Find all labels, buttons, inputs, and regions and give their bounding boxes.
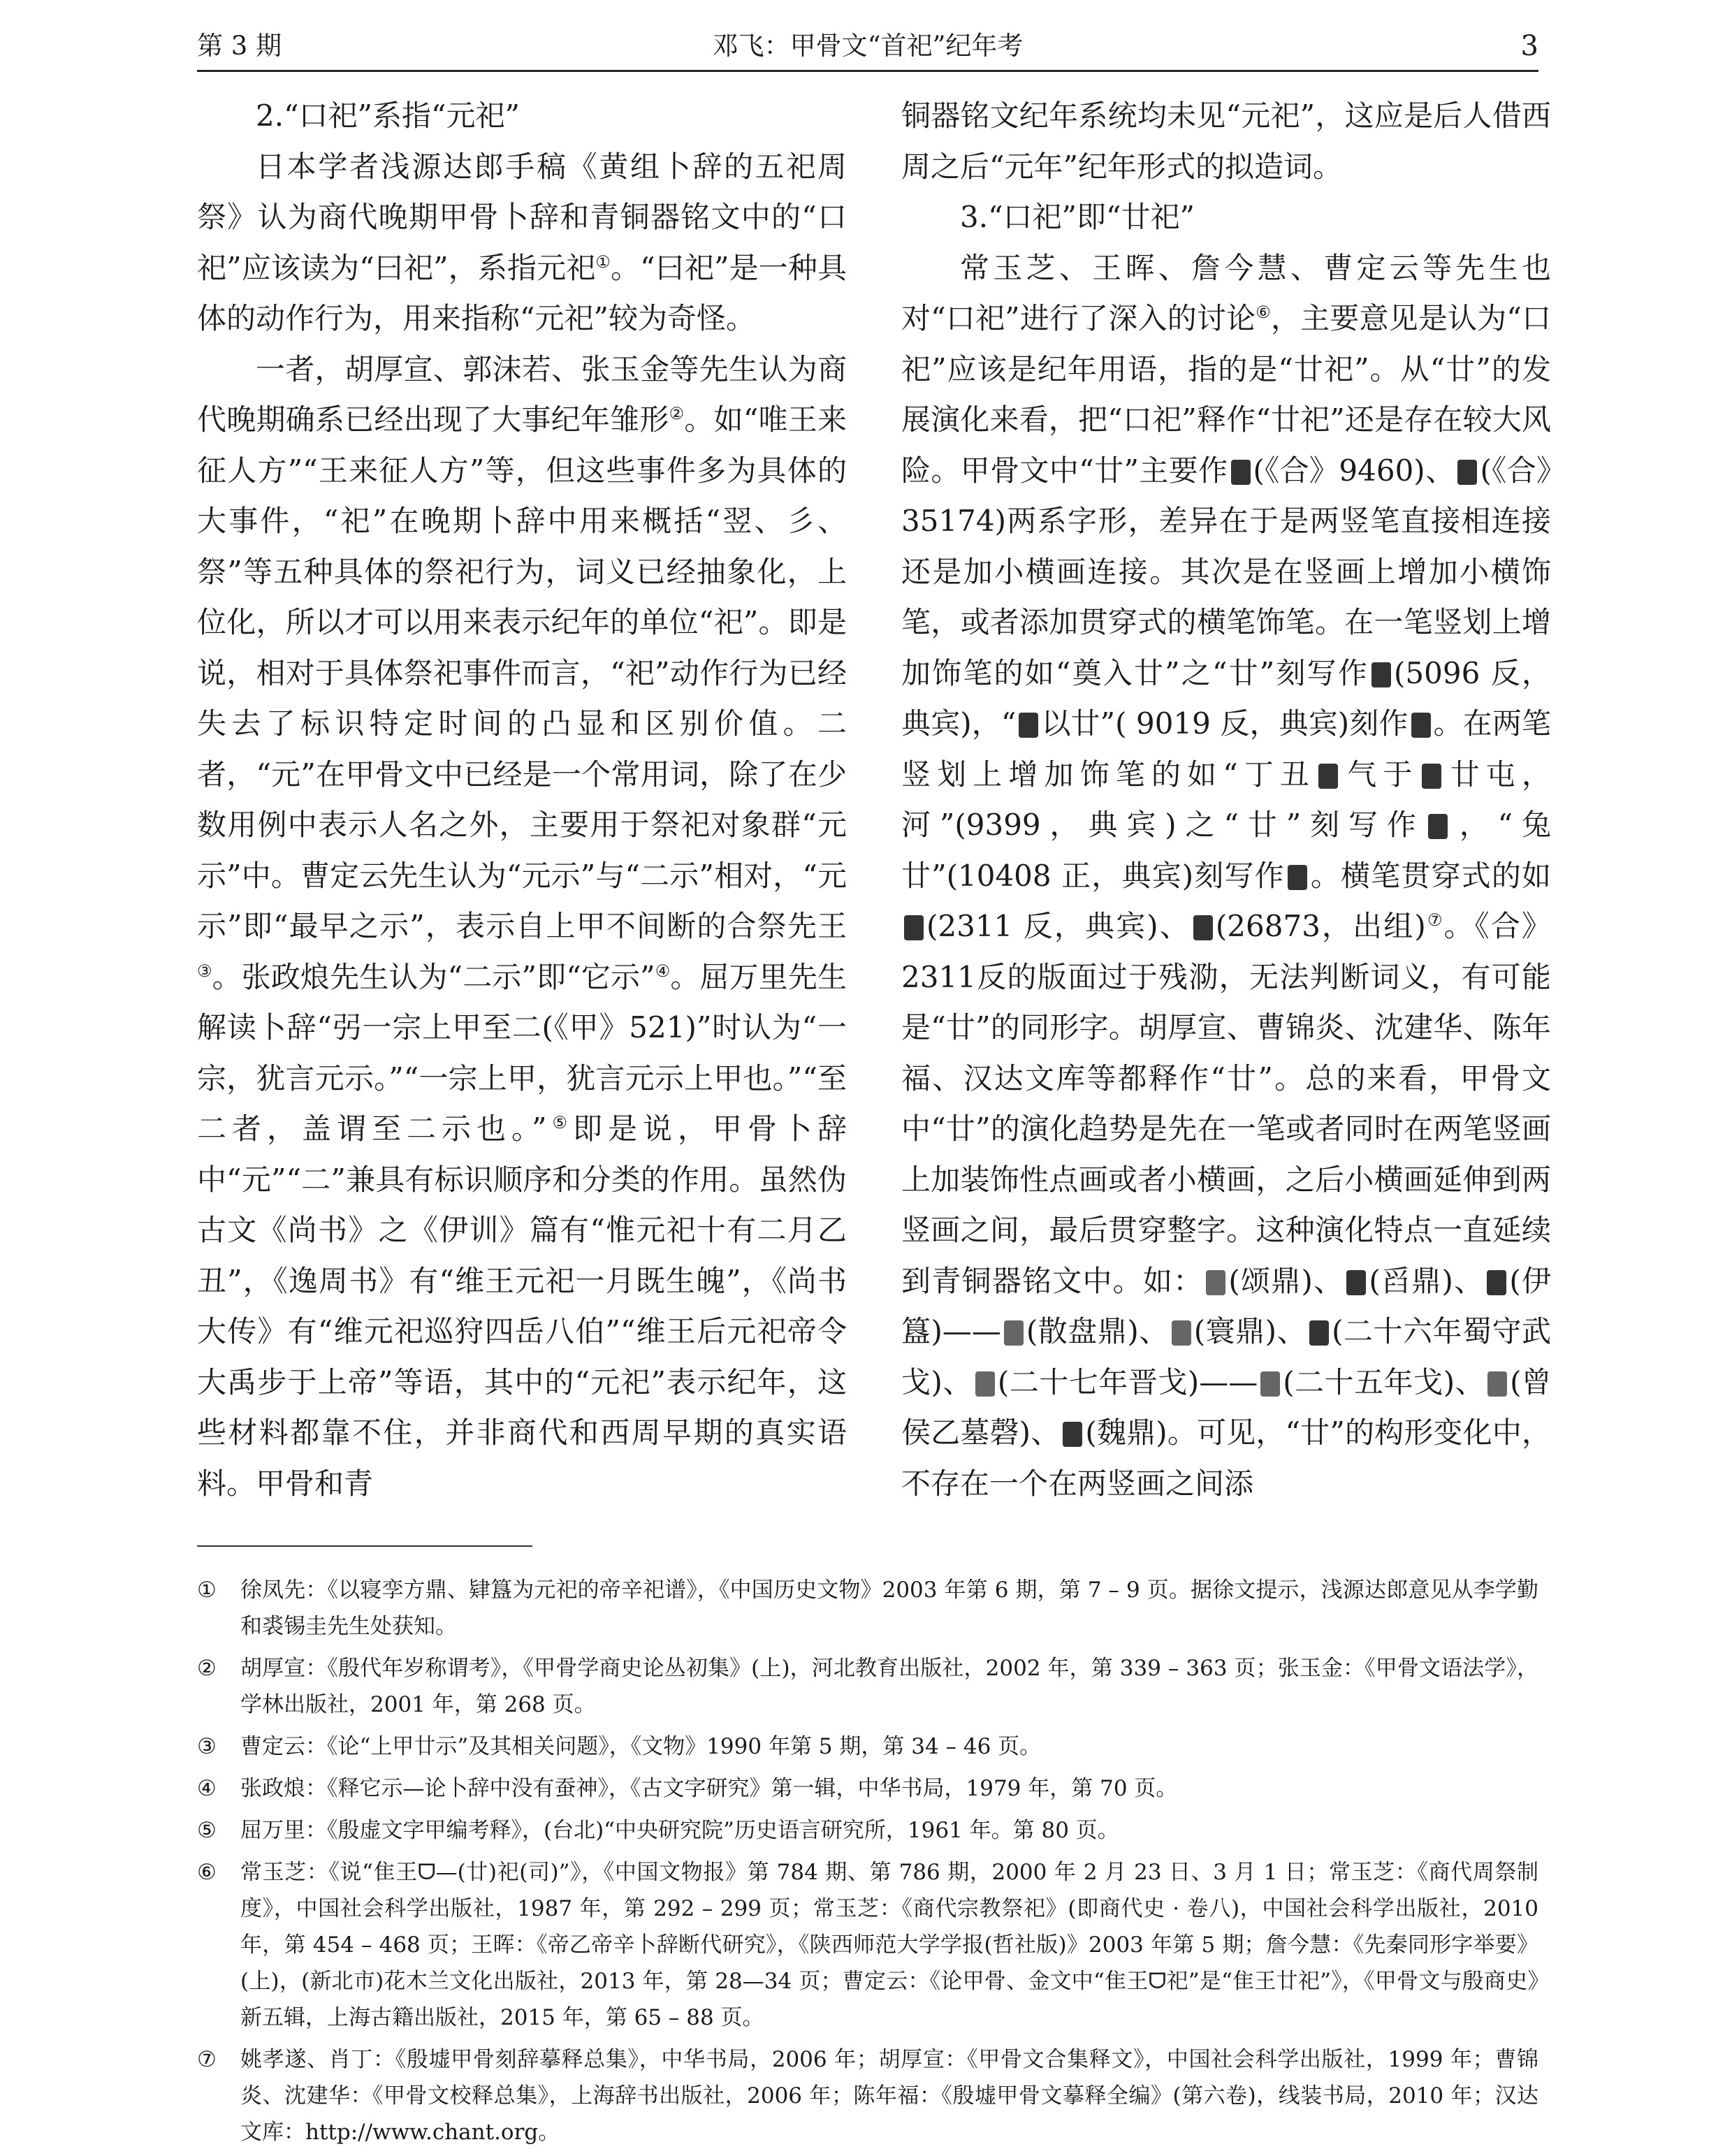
running-header xyxy=(197,28,1538,72)
footnote-ref[interactable]: ⑦ xyxy=(1425,910,1444,930)
text-run: ，主要意见是认为“口祀”应该是纪年用语，指的是“廿祀”。从“廿”的发展演化来看，把“口祀”释作“廿祀”还是存在较大风险。甲骨文中“廿”主要作 xyxy=(901,301,1551,488)
bronze-glyph-icon xyxy=(1346,1270,1366,1295)
text-run: 。如“唯王来征人方”“王来征人方”等，但这些事件多为具体的大事件，“祀”在晚期卜辞中用来概括“翌、彡、祭”等五种具体的祭祀行为，词义已经抽象化，上位化，所以才可以用来表示纪年的单位“祀”。即是说，相对于具体祭祀事件而言，“祀”动作行为已经失去了标识特定时间的凸显和区别价值。二者，“元”在甲骨文中已经是一个常用词，除了在少数用例中表示人名之外，主要用于祭祀对象群“元示”中。曹定云先生认为“元示”与“二示”相对，“元示”即“最早之示”，表示自上甲不间断的合祭先王 xyxy=(197,402,847,943)
oracle-glyph-icon xyxy=(1422,764,1441,789)
oracle-glyph-icon xyxy=(1288,865,1307,890)
text-run: 气于 xyxy=(1341,757,1419,792)
footnote-text: 胡厚宣：《殷代年岁称谓考》，《甲骨学商史论丛初集》(上)，河北教育出版社，2002 年，第 339 – 363 页；张玉金：《甲骨文语法学》，学林出版社，2001 年，第 268 页。 xyxy=(240,1656,1538,1717)
footnote-ref[interactable]: ⑥ xyxy=(1256,303,1271,322)
footnote-divider xyxy=(197,1545,532,1547)
bronze-glyph-icon xyxy=(1309,1320,1329,1346)
text-run: 一者，胡厚宣、郭沫若、张玉金等先生认为商代晚期确系已经出现了大事纪年雏形 xyxy=(197,351,847,437)
footnote-mark: ⑦ xyxy=(197,2047,217,2072)
text-run: (魏鼎)。可见，“廿”的构形变化中，不存在一个在两竖画之间添 xyxy=(901,1415,1551,1501)
bronze-glyph-icon xyxy=(1172,1320,1191,1346)
text-run: (伊簋)—— xyxy=(901,1263,1552,1348)
oracle-glyph-icon xyxy=(1371,662,1391,687)
footnote-item xyxy=(197,2041,1538,2150)
text-run: (《合》9460)、 xyxy=(1253,453,1455,488)
bronze-glyph-icon xyxy=(1206,1270,1225,1295)
text-run: 。张政烺先生认为“二示”即“它示” xyxy=(212,959,655,994)
footnote-item xyxy=(197,1650,1538,1723)
footnote-ref[interactable]: ⑤ xyxy=(546,1113,573,1132)
oracle-glyph-icon xyxy=(1318,764,1338,789)
bronze-glyph-icon xyxy=(1260,1371,1280,1397)
text-run: 以廿”( 9019 反，典宾)刻作 xyxy=(1041,706,1409,741)
footnote-mark: ② xyxy=(197,1656,217,1681)
right-column xyxy=(901,91,1551,1509)
text-run: (二十五年戈)、 xyxy=(1283,1364,1485,1399)
text-run: (寰鼎)、 xyxy=(1193,1314,1307,1348)
bronze-glyph-icon xyxy=(1063,1422,1082,1447)
issue-label: 第 3 期 xyxy=(197,31,282,61)
oracle-glyph-icon xyxy=(1411,713,1431,738)
footnote-text: 屈万里：《殷虚文字甲编考释》，(台北)“中央研究院”历史语言研究所，1961 年。第 80 页。 xyxy=(240,1818,1119,1843)
paragraph xyxy=(901,243,1551,1510)
oracle-glyph-icon xyxy=(1457,460,1477,485)
footnote-mark: ① xyxy=(197,1578,217,1603)
footnote-text: 曹定云：《论“上甲廿示”及其相关问题》，《文物》1990 年第 5 期，第 34 – 46 页。 xyxy=(240,1734,1042,1759)
footnote-mark: ⑤ xyxy=(197,1818,217,1843)
footnote-item xyxy=(197,1770,1538,1807)
paragraph: 铜器铭文纪年系统均未见“元祀”，这应是后人借西周之后“元年”纪年形式的拟造词。 xyxy=(901,99,1551,184)
text-run: (散盘鼎)、 xyxy=(1026,1314,1169,1348)
bronze-glyph-icon xyxy=(1487,1270,1506,1295)
text-run: (颂鼎)、 xyxy=(1228,1263,1344,1298)
bronze-glyph-icon xyxy=(975,1371,995,1397)
bronze-glyph-icon xyxy=(1004,1320,1024,1346)
footnotes xyxy=(197,1572,1538,2156)
oracle-glyph-icon xyxy=(1019,713,1038,738)
footnote-item xyxy=(197,1728,1538,1765)
footnote-text: 徐凤先：《以寝孪方鼎、肄簋为元祀的帝辛祀谱》，《中国历史文物》2003 年第 6 期，第 7 – 9 页。据徐文提示，浅源达郎意见从李学勤和裘锡圭先生处获知。 xyxy=(240,1578,1538,1639)
footnote-ref[interactable]: ① xyxy=(595,252,611,272)
footnote-item xyxy=(197,1812,1538,1849)
text-run: (二十七年晋戈)—— xyxy=(997,1364,1258,1399)
bronze-glyph-icon xyxy=(1487,1371,1507,1397)
text-run: ，“兔廿”(10408 正，典宾)刻写作 xyxy=(901,808,1551,893)
section-heading: 2.“口祀”系指“元祀” xyxy=(256,99,520,133)
footnote-mark: ③ xyxy=(197,1734,217,1759)
text-run: (2311 反，典宾)、 xyxy=(926,909,1191,943)
text-run: 常玉芝、王晖、詹今慧、曹定云等先生也对“口祀”进行了深入的讨论 xyxy=(901,250,1551,335)
footnote-text: 常玉芝：《说“隹王ᗜ—(廿)祀(司)”》，《中国文物报》第 784 期、第 786 期，2000 年 2 月 23 日、3 月 1 日；常玉芝：《商代周祭制度》，中国社会科学出版社，1987 年，第 292 – 299 页；常玉芝：《商代宗教祭祀》(即商代史 · 卷八)，中国社会科学出版社，2010 年，第 454 – 468 页；王晖：《帝乙帝辛卜辞断代研究》，《陕西师范大学学报(哲社版)》2003 年第 5 期；詹今慧：《先秦同形字举要》(上)，(新北市)花木兰文化出版社，2013 年，第 28—34 页；曹定云：《论甲骨、金文中“隹王ᗜ祀”是“隹王廿祀”》，《甲骨文与殷商史》新五辑，上海古籍出版社，2015 年，第 65 – 88 页。 xyxy=(240,1860,1538,2030)
text-run: 廿屯，河”(9399，典宾)之“廿”刻写作 xyxy=(901,757,1551,842)
page-number: 3 xyxy=(1520,30,1538,62)
text-run: (26873，出组) xyxy=(1215,909,1426,943)
oracle-glyph-icon xyxy=(904,915,924,940)
paragraph xyxy=(197,142,847,344)
text-run: (二十六年蜀守武戈)、 xyxy=(901,1314,1552,1399)
footnote-ref[interactable]: ② xyxy=(669,404,685,423)
text-run: 。屈万里先生解读卜辞“弜一宗上甲至二(《甲》521)”时认为“一宗，犹言元示。”“一宗上甲，犹言元示上甲也。”“至二者，盖谓至二示也。” xyxy=(197,959,847,1146)
text-run: 日本学者浅源达郎手稿《黄组卜辞的五祀周祭》认为商代晚期甲骨卜辞和青铜器铭文中的“口祀”应该读为“曰祀”，系指元祀 xyxy=(197,149,847,285)
paragraph xyxy=(197,344,847,1510)
text-run: (舀鼎)、 xyxy=(1369,1263,1485,1298)
oracle-glyph-icon xyxy=(1428,814,1448,839)
oracle-glyph-icon xyxy=(1193,915,1213,940)
text-run: 。横笔贯穿式的如 xyxy=(1309,858,1551,893)
text-run: (5096 反，典宾)，“ xyxy=(901,655,1552,741)
oracle-glyph-icon xyxy=(1231,460,1251,485)
text-run: (曾侯乙墓磬)、 xyxy=(901,1364,1552,1450)
footnote-ref[interactable]: ③ xyxy=(197,961,212,981)
footnote-mark: ④ xyxy=(197,1776,217,1801)
text-run: (《合》35174)两系字形，差异在于是两竖笔直接相连接还是加小横画连接。其次是在竖画上增加小横饰笔，或者添加贯穿式的横笔饰笔。在一笔竖划上增加饰笔的如“奠入廿”之“廿”刻写作 xyxy=(901,453,1551,690)
text-run: 。《合》2311反的版面过于残泐，无法判断词义，有可能是“廿”的同形字。胡厚宣、曹锦炎、沈建华、陈年福、汉达文库等都释作“廿”。总的来看，甲骨文中“廿”的演化趋势是先在一笔或者同时在两笔竖画上加装饰性点画或者小横画，之后小横画延伸到两竖画之间，最后贯穿整字。这种演化特点一直延续到青铜器铭文中。如： xyxy=(901,909,1551,1298)
text-run: 。“曰祀”是一种具体的动作行为，用来指称“元祀”较为奇怪。 xyxy=(197,250,847,335)
footnote-text: 张政烺：《释它示—论卜辞中没有蚕神》，《古文字研究》第一辑，中华书局，1979 年，第 70 页。 xyxy=(240,1776,1178,1801)
article-title: 邓飞：甲骨文“首祀”纪年考 xyxy=(712,31,1024,61)
footnote-item xyxy=(197,1854,1538,2036)
left-column xyxy=(197,91,847,1509)
footnote-mark: ⑥ xyxy=(197,1860,217,1885)
text-run: 即是说，甲骨卜辞中“元”“二”兼具有标识顺序和分类的作用。虽然伪古文《尚书》之《伊训》篇有“惟元祀十有二月乙丑”，《逸周书》有“维王元祀一月既生魄”，《尚书大传》有“维元祀巡狩四岳八伯”“维王后元祀帝令大禹步于上帝”等语，其中的“元祀”表示纪年，这些材料都靠不住，并非商代和西周早期的真实语料。甲骨和青 xyxy=(197,1112,847,1501)
text-run: 。在两笔竖划上增加饰笔的如“丁丑 xyxy=(901,706,1551,792)
footnote-text: 姚孝遂、肖丁：《殷墟甲骨刻辞摹释总集》，中华书局，2006 年；胡厚宣：《甲骨文合集释文》，中国社会科学出版社，1999 年；曹锦炎、沈建华：《甲骨文校释总集》，上海辞书出版社，2006 年；陈年福：《殷墟甲骨文摹释全编》(第六卷)，线装书局，2010 年；汉达文库：http://www.chant.org。 xyxy=(240,2047,1538,2145)
footnote-ref[interactable]: ④ xyxy=(655,961,671,981)
footnote-item xyxy=(197,1572,1538,1645)
section-heading: 3.“口祀”即“廿祀” xyxy=(960,200,1195,234)
